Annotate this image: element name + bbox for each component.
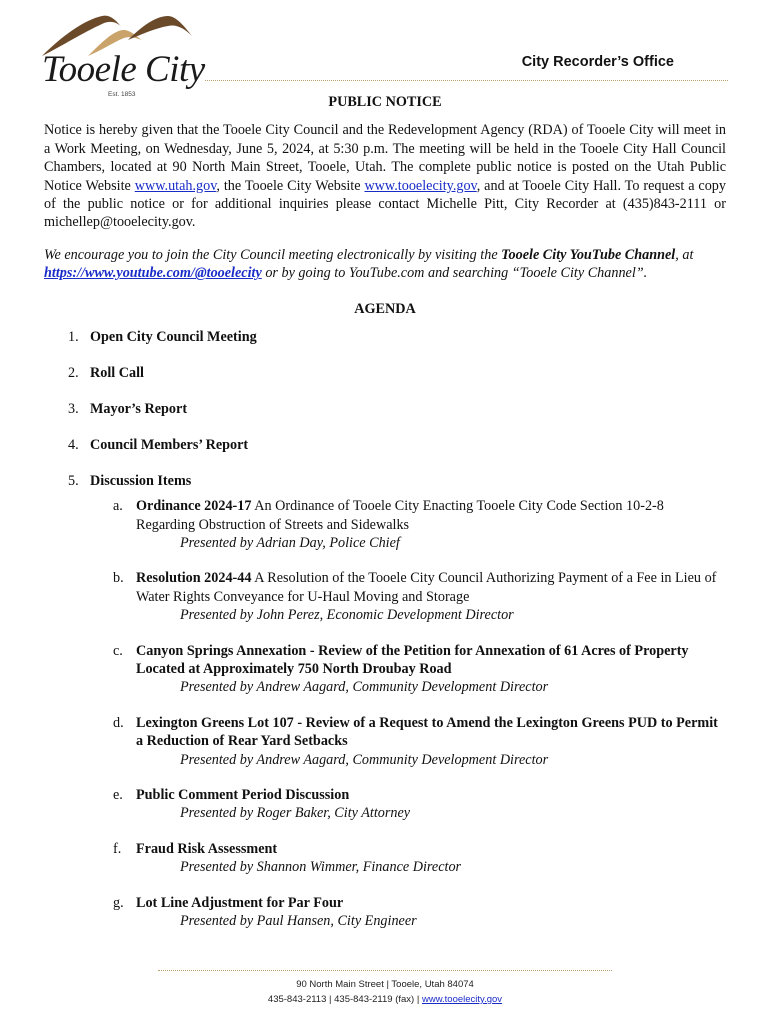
agenda-item-number: 4. [68, 436, 79, 453]
discussion-item [90, 497, 726, 552]
utah-gov-link[interactable]: www.utah.gov [134, 177, 217, 194]
discussion-item [90, 840, 726, 877]
agenda-title: AGENDA [354, 300, 416, 317]
discussion-item-title: Canyon Springs Annexation - Review of the Petition for Annexation of 61 Acres of Property Located at Approximately 750 North Droubay Road [136, 642, 689, 677]
agenda-item-label: Council Members’ Report [90, 436, 249, 453]
discussion-item-letter: c. [113, 642, 123, 659]
discussion-item-presenter: Presented by Shannon Wimmer, Finance Director [180, 859, 462, 876]
online-text-2: , at [675, 246, 694, 263]
discussion-item [90, 894, 726, 931]
footer-divider [158, 970, 612, 971]
agenda-item-label: Open City Council Meeting [90, 329, 257, 346]
youtube-channel-name: Tooele City YouTube Channel [501, 246, 676, 263]
footer-phones: 435-843-2113 | 435-843-2119 (fax) | [267, 994, 422, 1005]
discussion-item-text: A Resolution of the Tooele City Council Authorizing Payment of a Fee in Lieu of Water Rights Conveyance for U-Haul Moving and Storage [136, 570, 717, 605]
agenda-item-discussion [44, 472, 726, 931]
agenda-item-number: 2. [68, 364, 79, 381]
logo-wordmark: Tooele City [42, 49, 205, 90]
discussion-item-title: Public Comment Period Discussion [136, 786, 350, 803]
online-text-1: We encourage you to join the City Council meeting electronically by visiting the [44, 246, 502, 263]
discussion-item-presenter: Presented by Roger Baker, City Attorney [180, 805, 411, 822]
discussion-item-presenter: Presented by Andrew Aagard, Community Development Director [180, 679, 549, 696]
discussion-item-presenter: Presented by John Perez, Economic Development Director [180, 607, 514, 624]
discussion-item [90, 714, 726, 769]
tooele-city-logo [36, 12, 206, 98]
header-divider [205, 80, 728, 81]
agenda-item [44, 364, 726, 382]
intro-text-1: Notice is hereby given that the Tooele City Council and the Redevelopment Agency (RDA) of Tooele City will meet in a Work Meeting, on Wednesday, June 5, 2024, at 5:30 p.m. The meeting will be held in the Tooele City Hall Council Chambers, located at 90 North Main Street, Tooele, Utah. The complete public notice is posted on the Utah Public Notice Website [44, 122, 726, 194]
agenda-item-number: 5. [68, 472, 79, 489]
agenda-item-label: Mayor’s Report [90, 400, 188, 417]
discussion-item-letter: a. [113, 498, 123, 515]
footer-website-link[interactable]: www.tooelecity.gov [421, 994, 503, 1005]
logo-established: Est. 1853 [108, 91, 136, 98]
discussion-item [90, 569, 726, 624]
footer-contact [0, 992, 770, 1007]
discussion-item-text: An Ordinance of Tooele City Enacting Tooele City Code Section 10-2-8 Regarding Obstruction of Streets and Sidewalks [136, 498, 664, 533]
online-attendance [44, 246, 726, 283]
discussion-item [90, 786, 726, 823]
discussion-item-letter: d. [113, 714, 124, 731]
discussion-item-letter: e. [113, 786, 123, 803]
agenda-item-label: Roll Call [90, 364, 144, 381]
agenda-item [44, 400, 726, 418]
discussion-item-title: Fraud Risk Assessment [136, 840, 278, 857]
footer-address: 90 North Main Street | Tooele, Utah 84074 [296, 979, 474, 990]
notice-title: PUBLIC NOTICE [328, 94, 442, 110]
agenda-list [44, 328, 726, 930]
discussion-item-title: Resolution 2024-44 [136, 570, 252, 587]
intro-text-2: , the Tooele City Website [216, 177, 365, 194]
notice-intro [44, 121, 726, 231]
office-title: City Recorder’s Office [521, 54, 674, 70]
discussion-item-presenter: Presented by Andrew Aagard, Community Development Director [180, 751, 549, 768]
youtube-link[interactable]: https://www.youtube.com/@tooelecity [44, 265, 262, 282]
agenda-item-number: 3. [68, 400, 79, 417]
discussion-item-letter: g. [113, 894, 124, 911]
agenda-item [44, 328, 726, 346]
discussion-item-letter: f. [113, 840, 122, 857]
discussion-item-presenter: Presented by Paul Hansen, City Engineer [180, 913, 417, 929]
agenda-item [44, 436, 726, 454]
discussion-item-letter: b. [113, 570, 124, 587]
discussion-item-title: Lexington Greens Lot 107 - Review of a Request to Amend the Lexington Greens PUD to Permit a Reduction of Rear Yard Setbacks [136, 714, 718, 750]
agenda-item-number: 1. [68, 329, 79, 346]
discussion-items-list [90, 497, 726, 930]
agenda-item-label: Discussion Items [90, 472, 192, 489]
discussion-item-title: Lot Line Adjustment for Par Four [136, 894, 344, 911]
discussion-item-title: Ordinance 2024-17 [136, 498, 252, 515]
discussion-item-presenter: Presented by Adrian Day, Police Chief [180, 534, 400, 551]
tooele-city-link[interactable]: www.tooelecity.gov [364, 177, 477, 194]
discussion-item [90, 642, 726, 697]
intro-text-3: , and at Tooele City Hall. To request a copy of the public notice or for additional inquiries please contact Michelle Pitt, City Recorder at (435)843-2111 or michellep@tooelecity.gov. [44, 177, 726, 231]
online-text-3: or by going to YouTube.com and searching “Tooele City Channel”. [261, 265, 648, 282]
page-footer [0, 977, 770, 1007]
notice-body [44, 93, 726, 948]
